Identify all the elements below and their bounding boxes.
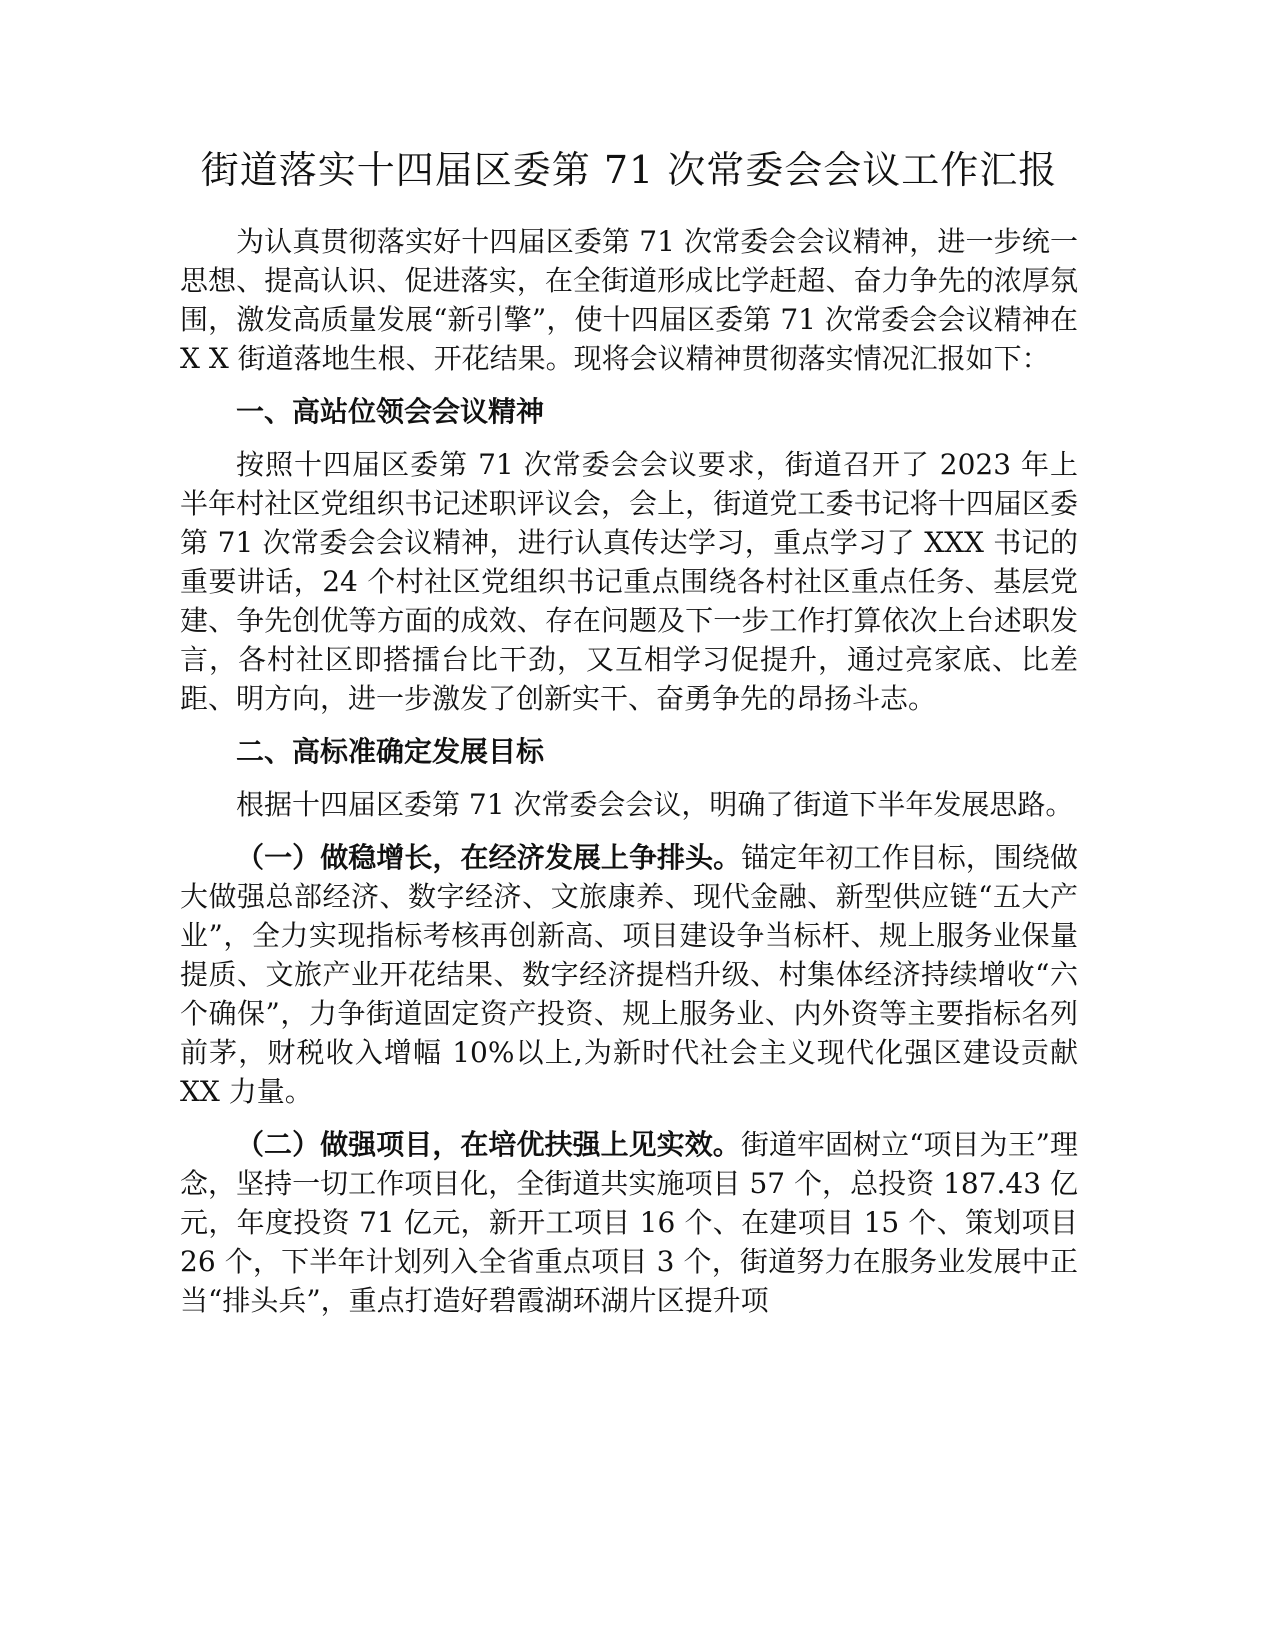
section-heading-1: 一、高站位领会会议精神 — [236, 395, 545, 428]
section-1-paragraph: 按照十四届区委第 71 次常委会会议要求，街道召开了 2023 年上半年村社区党组织书记述职评议会，会上，街道党工委书记将十四届区委第 71 次常委会会议精神，进行认真传达学习，重点学习了 XXX 书记的重要讲话，24 个村社区党组织书记重点围绕各村社区重点任务、基层党建、争先创优等方面的成效、存在问题及下一步工作打算依次上台述职发言，各村社区即搭擂台比干劲，又互相学习促提升，通过亮家底、比差距、明方向，进一步激发了创新实干、奋勇争先的昂扬斗志。 — [180, 448, 1078, 715]
subsection-2-body: 街道牢固树立“项目为王”理念，坚持一切工作项目化，全街道共实施项目 57 个，总投资 187.43 亿元，年度投资 71 亿元，新开工项目 16 个、在建项目 15 个、策划项目 26 个，下半年计划列入全省重点项目 3 个，街道努力在服务业发展中正当“排头兵”，重点打造好碧霞湖环湖片区提升项 — [180, 1128, 1078, 1317]
subsection-1-body: 锚定年初工作目标，围绕做大做强总部经济、数字经济、文旅康养、现代金融、新型供应链“五大产业”，全力实现指标考核再创新高、项目建设争当标杆、规上服务业保量提质、文旅产业开花结果、数字经济提档升级、村集体经济持续增收“六个确保”，力争街道固定资产投资、规上服务业、内外资等主要指标名列前茅，财税收入增幅 10%以上,为新时代社会主义现代化强区建设贡献 XX 力量。 — [180, 841, 1078, 1108]
section-heading-2: 二、高标准确定发展目标 — [236, 735, 545, 768]
section-2-paragraph: 根据十四届区委第 71 次常委会会议，明确了街道下半年发展思路。 — [236, 788, 1074, 821]
subsection-2-paragraph — [180, 1125, 1078, 1320]
subsection-1-paragraph — [180, 838, 1078, 1111]
intro-paragraph: 为认真贯彻落实好十四届区委第 71 次常委会会议精神，进一步统一思想、提高认识、促进落实，在全街道形成比学赶超、奋力争先的浓厚氛围，激发高质量发展“新引擎”，使十四届区委第 71 次常委会会议精神在 X X 街道落地生根、开花结果。现将会议精神贯彻落实情况汇报如下： — [180, 225, 1078, 375]
subsection-1-lead: （一）做稳增长，在经济发展上争排头。 — [236, 841, 742, 874]
document-page — [180, 138, 1078, 1334]
subsection-2-lead: （二）做强项目，在培优扶强上见实效。 — [236, 1128, 741, 1161]
document-title: 街道落实十四届区委第 71 次常委会会议工作汇报 — [200, 148, 1058, 192]
